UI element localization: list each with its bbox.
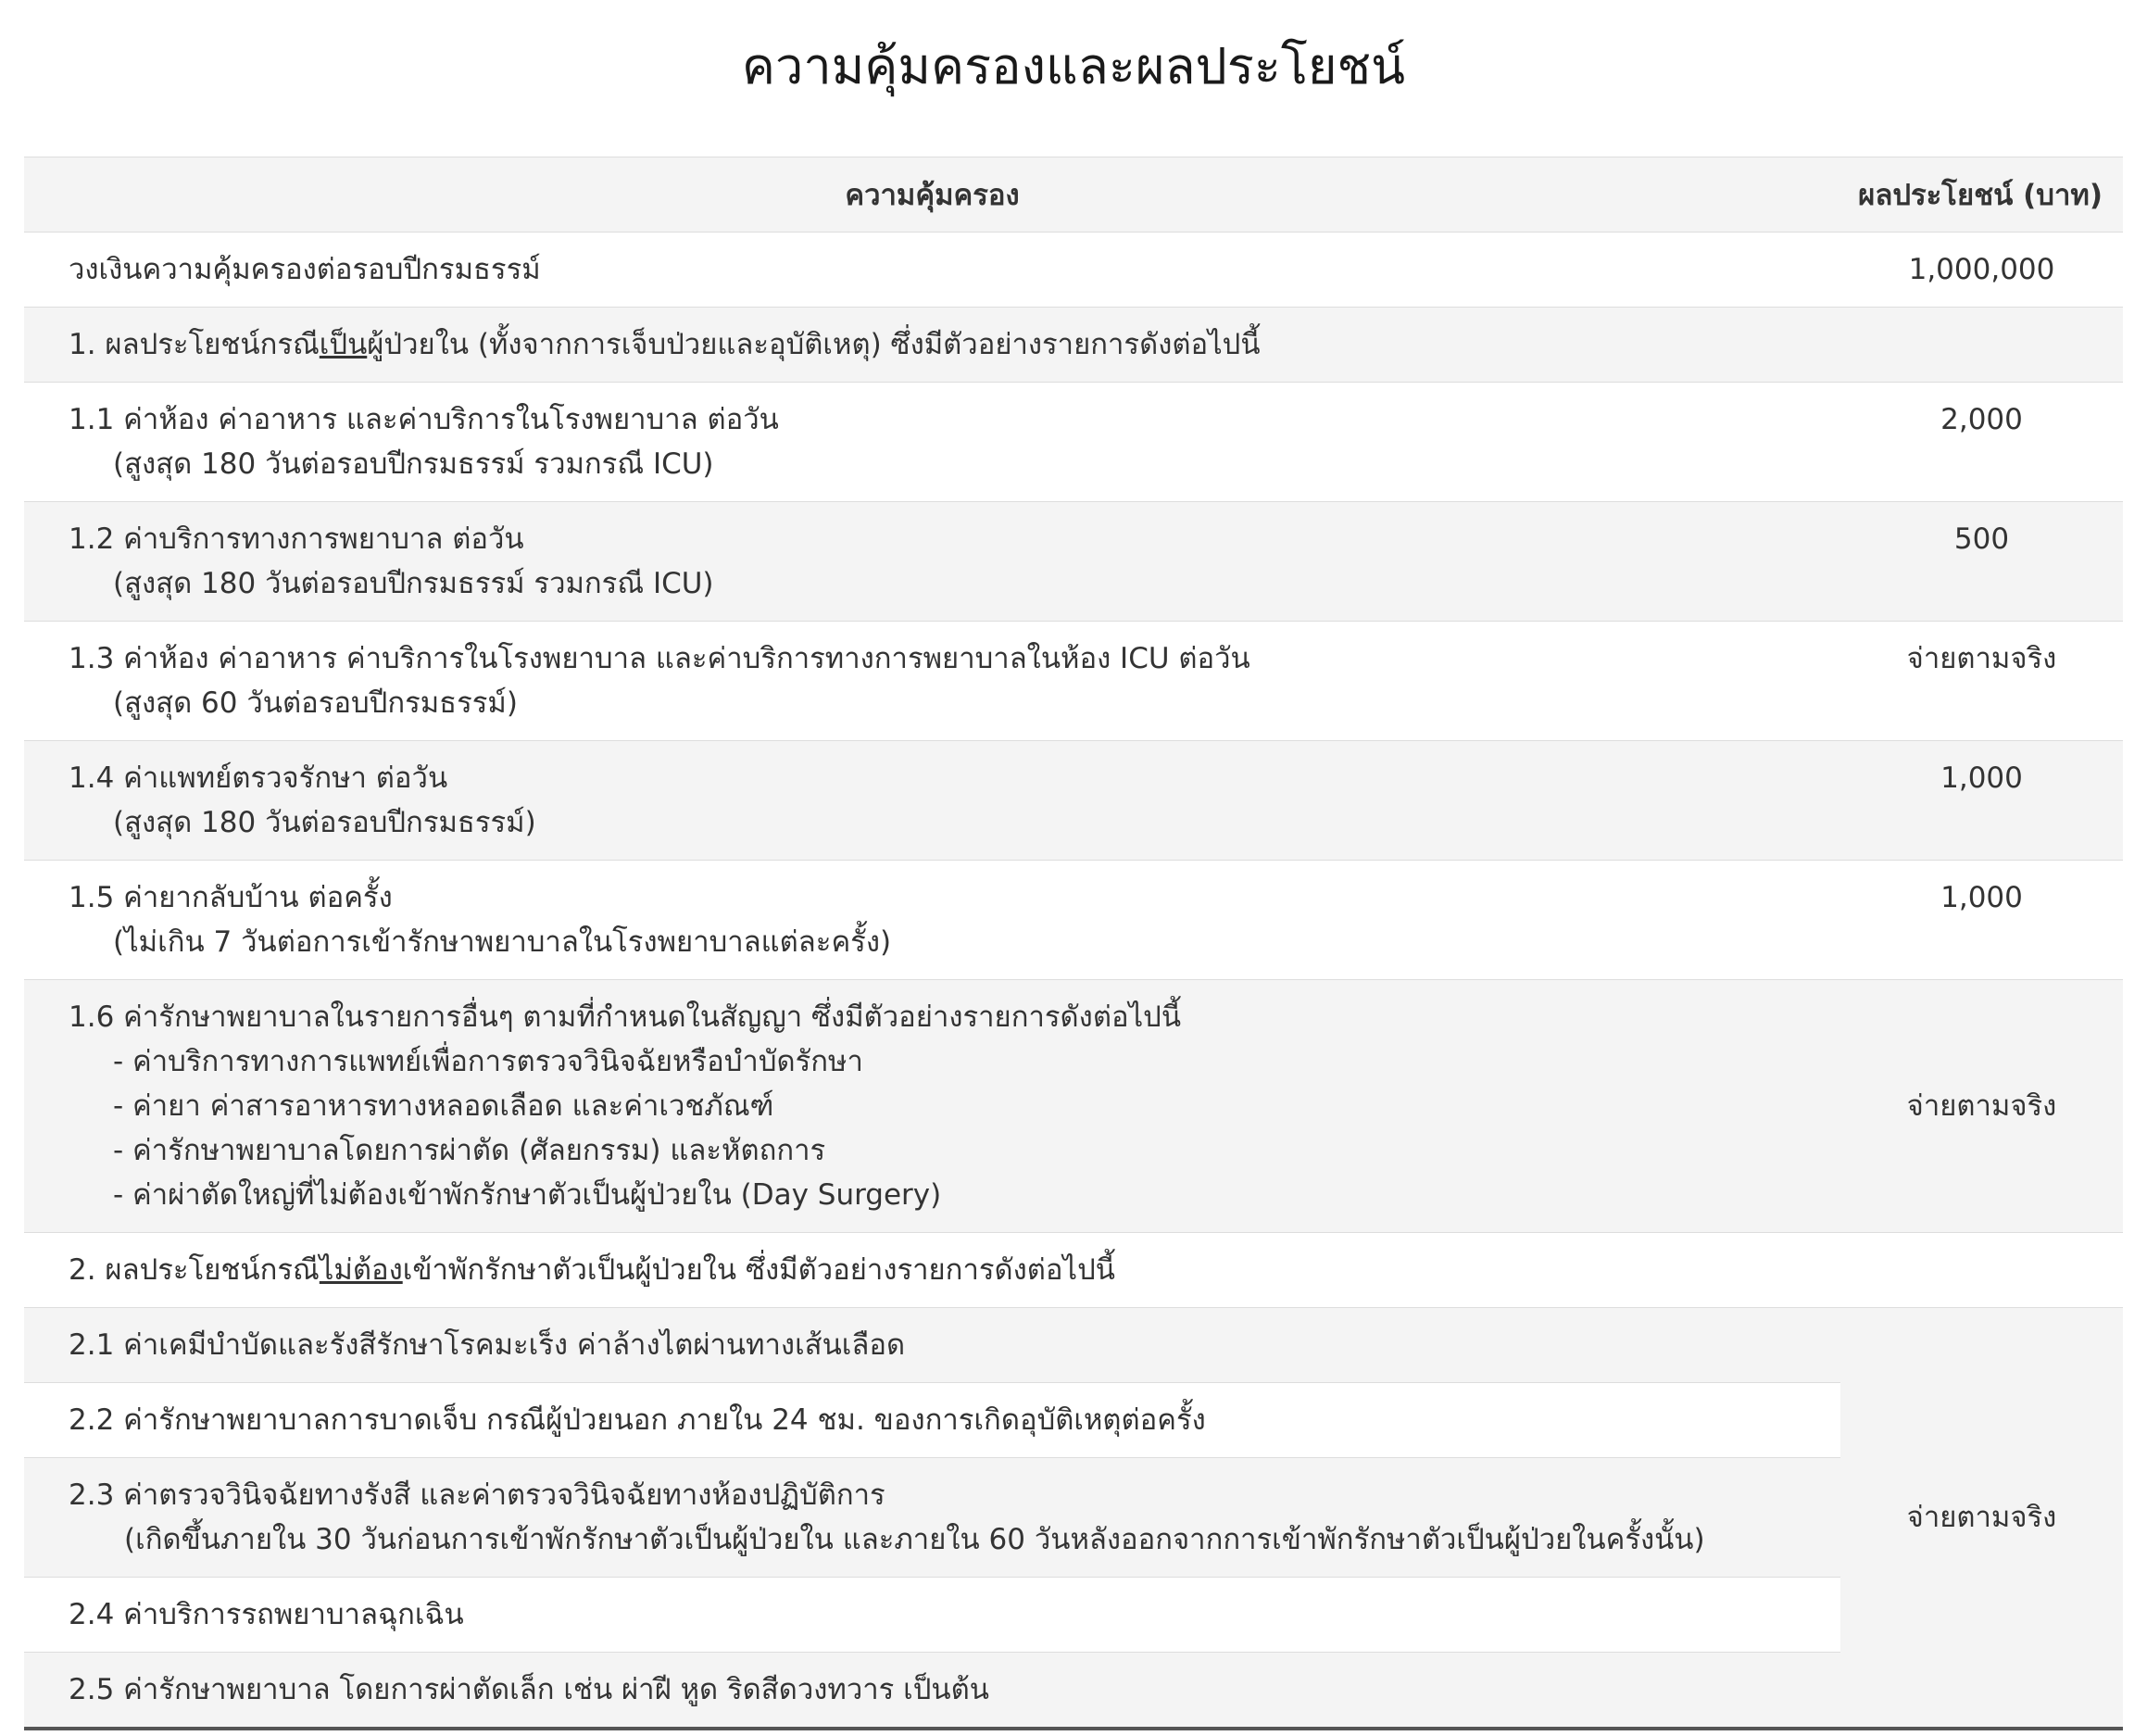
- table-header-row: [24, 157, 2123, 233]
- coverage-label: [24, 622, 1840, 741]
- section-label-text: เข้าพักรักษาตัวเป็นผู้ป่วยใน ซึ่งมีตัวอย่างรายการดังต่อไปนี้: [402, 1253, 1115, 1287]
- section-row: [24, 1233, 2123, 1308]
- item-label: 1.4 ค่าแพทย์ตรวจรักษา ต่อวัน: [69, 761, 448, 795]
- item-note: (สูงสุด 180 วันต่อรอบปีกรมธรรม์ รวมกรณี ICU): [113, 447, 714, 481]
- item-note: (สูงสุด 180 วันต่อรอบปีกรมธรรม์): [113, 806, 536, 839]
- table-row: [24, 741, 2123, 861]
- coverage-label: [24, 502, 1840, 622]
- section-label-emphasis: เป็น: [319, 328, 368, 361]
- item-note: (ไม่เกิน 7 วันต่อการเข้ารักษาพยาบาลในโรงพยาบาลแต่ละครั้ง): [113, 925, 892, 959]
- item-note: (สูงสุด 60 วันต่อรอบปีกรมธรรม์): [113, 686, 518, 720]
- table-row: [24, 1383, 2123, 1458]
- coverage-label: [24, 861, 1840, 980]
- table-row: [24, 383, 2123, 502]
- section-label-text: 1. ผลประโยชน์กรณี: [69, 328, 320, 361]
- item-bullet: - ค่ายา ค่าสารอาหารทางหลอดเลือด และค่าเวชภัณฑ์: [113, 1089, 774, 1123]
- benefit-value: จ่ายตามจริง: [1840, 1308, 2123, 1730]
- coverage-label: 2.5 ค่ารักษาพยาบาล โดยการผ่าตัดเล็ก เช่น ผ่าฝี หูด ริดสีดวงทวาร เป็นต้น: [24, 1653, 1840, 1730]
- benefit-value: 1,000: [1840, 741, 2123, 861]
- benefit-value: 500: [1840, 502, 2123, 622]
- benefit-value: 2,000: [1840, 383, 2123, 502]
- benefit-column-header: ผลประโยชน์ (บาท): [1840, 157, 2123, 233]
- table-row: [24, 1653, 2123, 1730]
- benefit-value: จ่ายตามจริง: [1840, 622, 2123, 741]
- item-label: 1.5 ค่ายากลับบ้าน ต่อครั้ง: [69, 881, 393, 914]
- item-label: 1.3 ค่าห้อง ค่าอาหาร ค่าบริการในโรงพยาบาล และค่าบริการทางการพยาบาลในห้อง ICU ต่อวัน: [69, 642, 1250, 675]
- table-row: [24, 1308, 2123, 1383]
- benefit-value: จ่ายตามจริง: [1840, 980, 2123, 1233]
- table-row: [24, 980, 2123, 1233]
- coverage-label: [24, 741, 1840, 861]
- coverage-label: [24, 980, 1840, 1233]
- section-label-text: 2. ผลประโยชน์กรณี: [69, 1253, 320, 1287]
- benefit-value: [1840, 1233, 2123, 1308]
- table-row: [24, 1578, 2123, 1653]
- table-row: [24, 502, 2123, 622]
- table-row: [24, 622, 2123, 741]
- item-bullet: - ค่าผ่าตัดใหญ่ที่ไม่ต้องเข้าพักรักษาตัวเป็นผู้ป่วยใน (Day Surgery): [113, 1178, 942, 1212]
- section-label: [24, 308, 1840, 383]
- page-title: ความคุ้มครองและผลประโยชน์: [741, 37, 1406, 95]
- section-label-emphasis: ไม่ต้อง: [319, 1253, 403, 1287]
- item-label: 1.6 ค่ารักษาพยาบาลในรายการอื่นๆ ตามที่กำหนดในสัญญา ซึ่งมีตัวอย่างรายการดังต่อไปนี้: [69, 1000, 1182, 1034]
- benefit-value: [1840, 308, 2123, 383]
- coverage-label: 2.2 ค่ารักษาพยาบาลการบาดเจ็บ กรณีผู้ป่วยนอก ภายใน 24 ชม. ของการเกิดอุบัติเหตุต่อครั้ง: [24, 1383, 1840, 1458]
- item-note: (สูงสุด 180 วันต่อรอบปีกรมธรรม์ รวมกรณี ICU): [113, 567, 714, 600]
- coverage-label: วงเงินความคุ้มครองต่อรอบปีกรมธรรม์: [24, 233, 1840, 308]
- item-label: 1.2 ค่าบริการทางการพยาบาล ต่อวัน: [69, 522, 524, 556]
- coverage-label: [24, 1458, 1840, 1578]
- benefits-table: [24, 157, 2123, 1730]
- item-bullet: - ค่าบริการทางการแพทย์เพื่อการตรวจวินิจฉัยหรือบำบัดรักษา: [113, 1045, 863, 1078]
- benefit-value: 1,000: [1840, 861, 2123, 980]
- coverage-column-header: ความคุ้มครอง: [24, 157, 1840, 233]
- section-label: [24, 1233, 1840, 1308]
- coverage-label: 2.1 ค่าเคมีบำบัดและรังสีรักษาโรคมะเร็ง ค่าล้างไตผ่านทางเส้นเลือด: [24, 1308, 1840, 1383]
- section-row: [24, 308, 2123, 383]
- item-note: (เกิดขึ้นภายใน 30 วันก่อนการเข้าพักรักษาตัวเป็นผู้ป่วยใน และภายใน 60 วันหลังออกจากการเข้าพักรักษาตัวเป็นผู้ป่วยในครั้งนั้น): [124, 1523, 1705, 1556]
- item-bullet: - ค่ารักษาพยาบาลโดยการผ่าตัด (ศัลยกรรม) และหัตถการ: [113, 1134, 826, 1167]
- section-label-text: ผู้ป่วยใน (ทั้งจากการเจ็บป่วยและอุบัติเหตุ) ซึ่งมีตัวอย่างรายการดังต่อไปนี้: [367, 328, 1261, 361]
- item-label: 1.1 ค่าห้อง ค่าอาหาร และค่าบริการในโรงพยาบาล ต่อวัน: [69, 403, 779, 436]
- benefit-value: 1,000,000: [1840, 233, 2123, 308]
- coverage-label: [24, 383, 1840, 502]
- item-label: 2.3 ค่าตรวจวินิจฉัยทางรังสี และค่าตรวจวินิจฉัยทางห้องปฏิบัติการ: [69, 1478, 885, 1512]
- table-row: [24, 861, 2123, 980]
- table-row: [24, 233, 2123, 308]
- coverage-label: 2.4 ค่าบริการรถพยาบาลฉุกเฉิน: [24, 1578, 1840, 1653]
- table-row: [24, 1458, 2123, 1578]
